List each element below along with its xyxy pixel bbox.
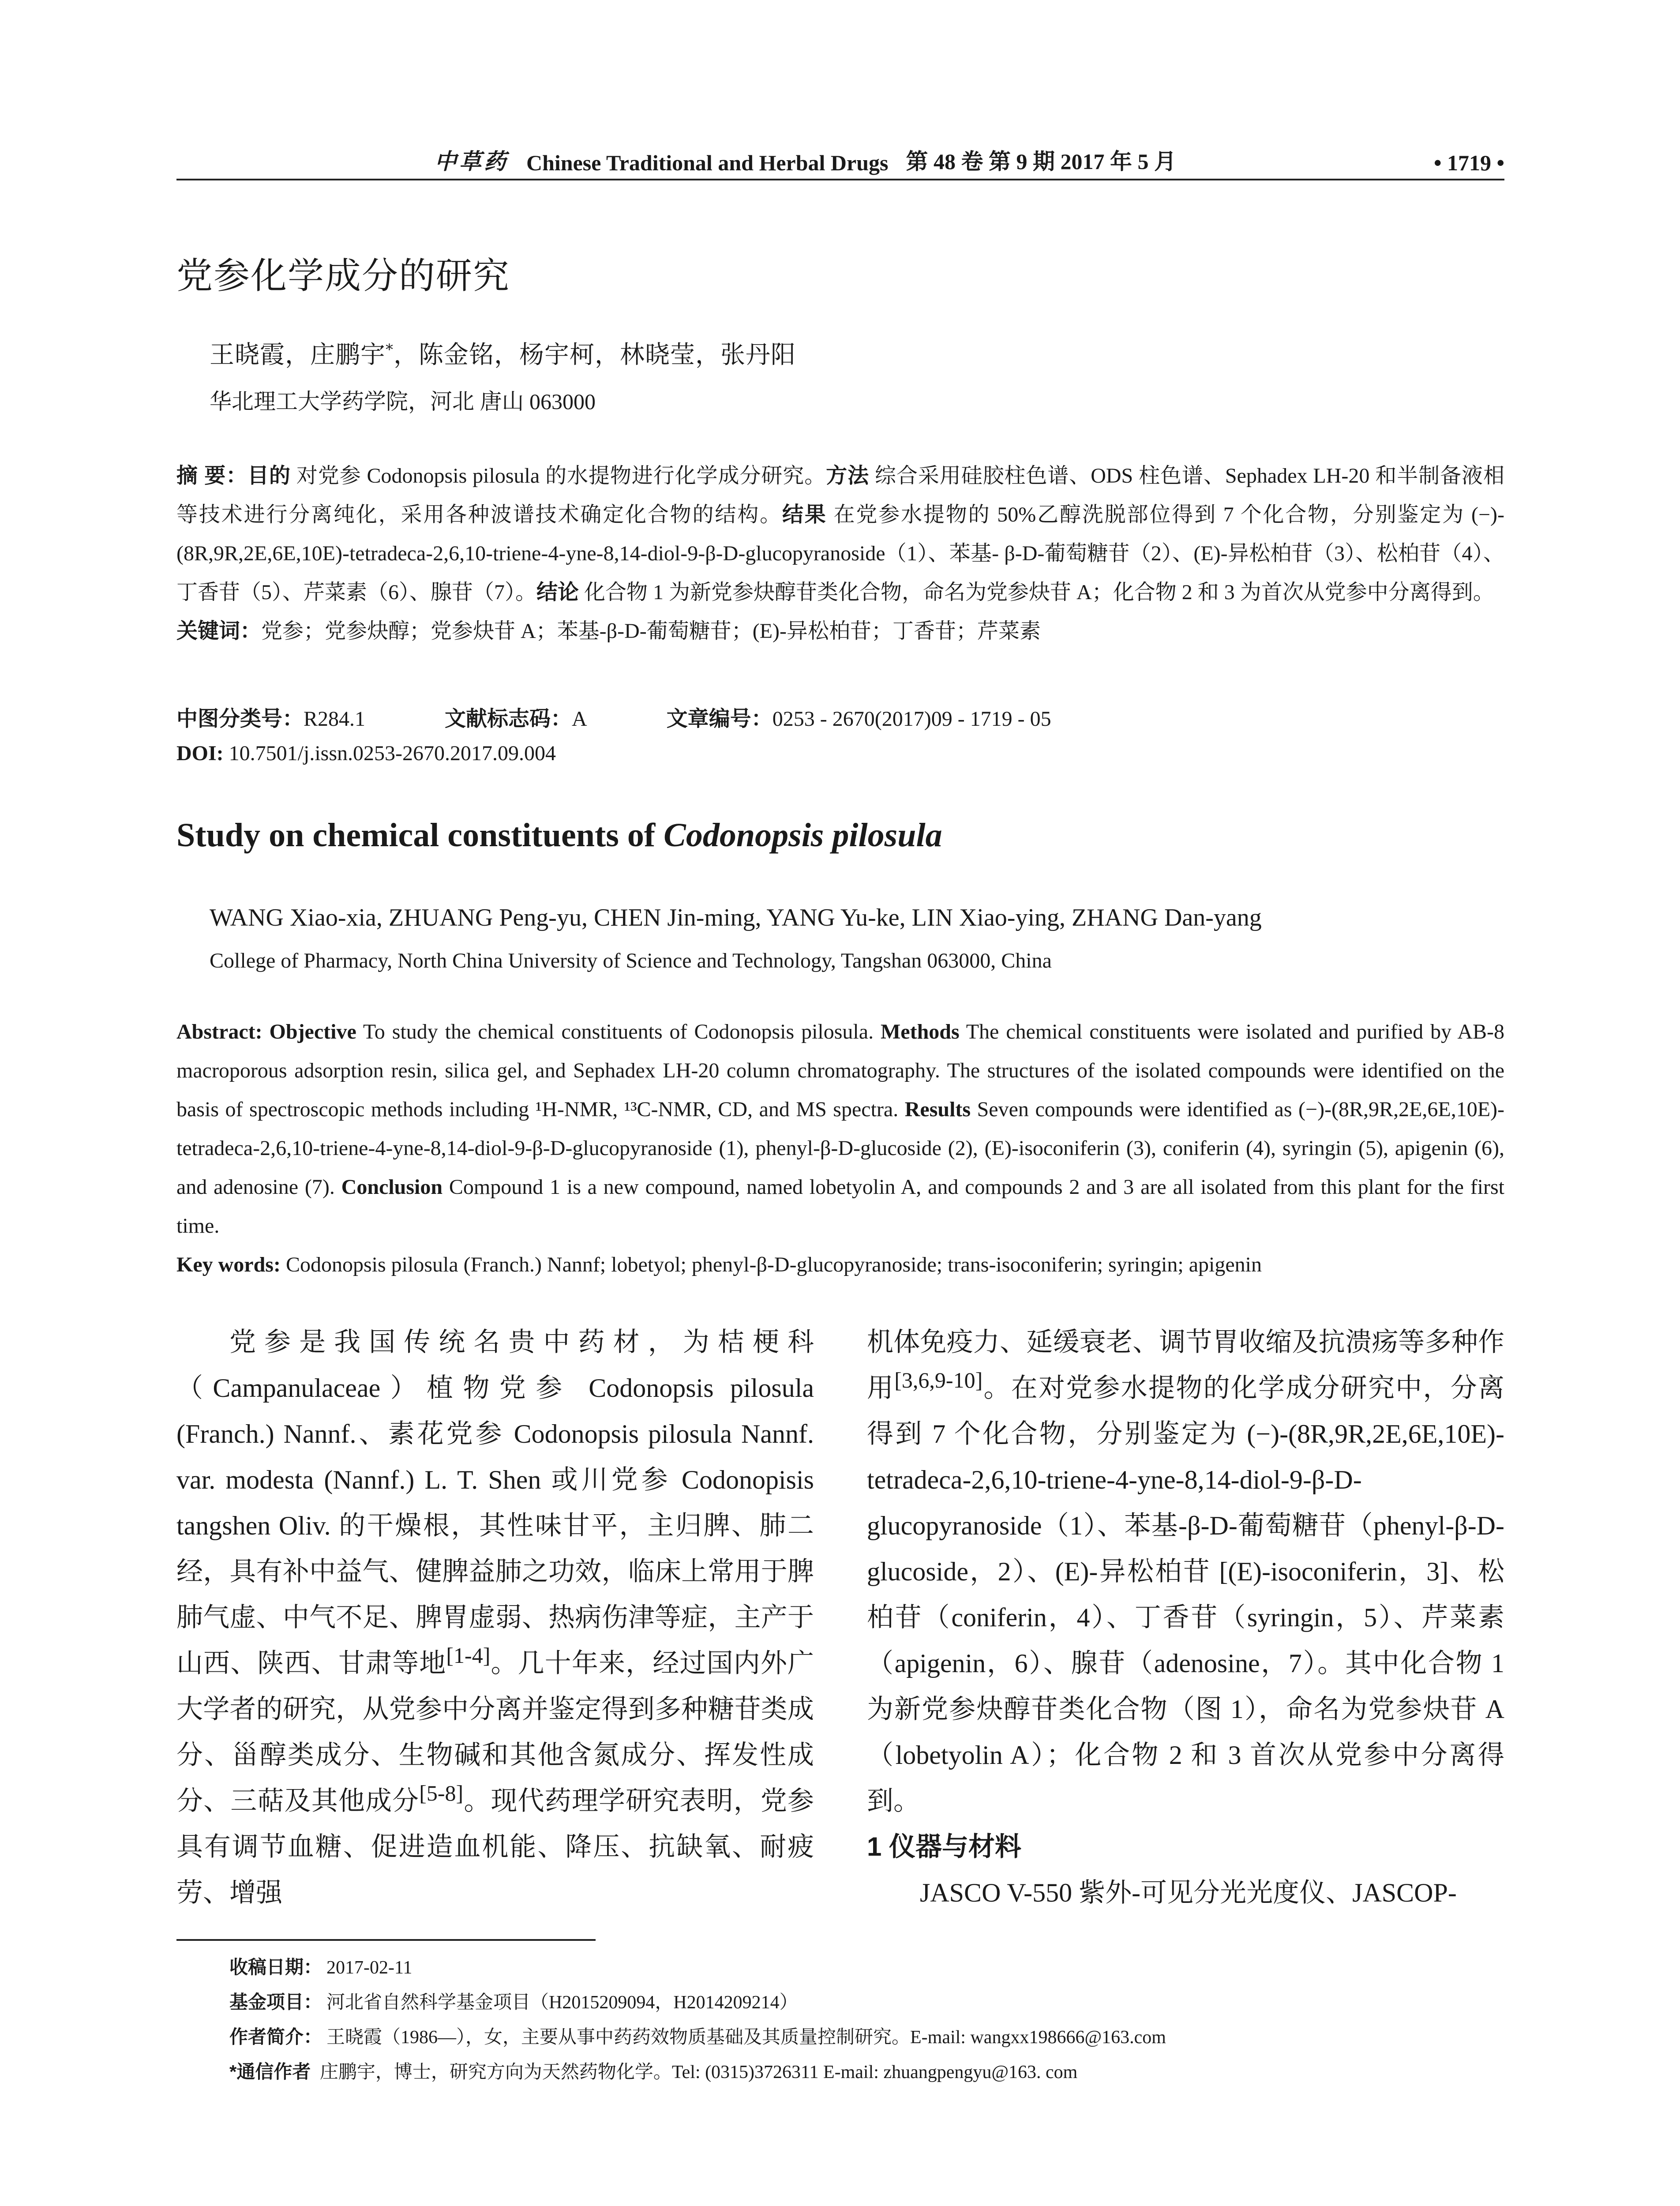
body-column-left	[176, 1319, 814, 1916]
footnotes	[229, 1950, 1504, 2090]
results-text-cn: 在党参水提物的 50%乙醇洗脱部位得到 7 个化合物，分别鉴定为 (−)-(8R,9R,2E,6E,10E)-tetradeca-2,6,10-triene-4-yne-8,14-diol-9-β-D-glucopyranoside（1）、苯基- β-D-葡萄糖苷（2）、(E)-异松柏苷（3）、松柏苷（4）、丁香苷（5）、芹菜素（6）、腺苷（7）。	[176, 503, 1504, 604]
footnote-author-bio	[229, 2020, 1504, 2055]
page-number: • 1719 •	[1433, 150, 1504, 175]
volume-issue: 第 48 卷 第 9 期 2017 年 5 月	[906, 149, 1176, 174]
body-paragraph	[176, 1319, 814, 1916]
abstract-cn	[176, 457, 1504, 651]
body-paragraph: JASCO V-550 紫外-可见分光光度仪、JASCOP-	[920, 1878, 1457, 1907]
footnote-funding	[229, 1985, 1504, 2020]
authors-cn	[210, 335, 796, 371]
keywords-cn-label: 关键词：	[176, 619, 262, 643]
body-text: 。几十年来，经过国内外广大学者的研究，从党参中分离并鉴定得到多种糖苷类成分、甾醇类成分、生物碱和其他含氮成分、挥发性成分、三萜及其他成分	[176, 1649, 814, 1816]
conclusion-label-en: Conclusion	[341, 1175, 443, 1199]
article-no-value: 0253 - 2670(2017)09 - 1719 - 05	[772, 707, 1051, 731]
footnote-label: 作者简介：	[229, 2026, 322, 2047]
affiliation-en: College of Pharmacy, North China University of Science and Technology, Tangshan 063000, China	[210, 949, 1052, 972]
body-paragraph	[867, 1319, 1504, 1824]
title-en-italic: Codonopsis pilosula	[664, 817, 942, 854]
classification-line	[176, 702, 1131, 732]
doi-label: DOI:	[176, 742, 224, 765]
authors-en: WANG Xiao-xia, ZHUANG Peng-yu, CHEN Jin-ming, YANG Yu-ke, LIN Xiao-ying, ZHANG Dan-yang	[210, 904, 1262, 931]
body-text: 。现代药理学研究表明，党参具有调节血糖、促进造血机能、降压、抗缺氧、耐疲劳、增强	[176, 1786, 814, 1907]
footnote-text: 2017-02-11	[326, 1958, 412, 1978]
methods-label-cn: 方法	[826, 464, 870, 488]
objective-label-en: Objective	[269, 1020, 356, 1043]
footnote-received	[229, 1950, 1504, 1985]
citation-ref[interactable]: [5-8]	[419, 1781, 464, 1805]
doc-code-value: A	[572, 707, 587, 731]
doi-value[interactable]: 10.7501/j.issn.0253-2670.2017.09.004	[223, 742, 556, 765]
footnote-text: 河北省自然科学基金项目（H2015209094，H2014209214）	[326, 1992, 798, 2013]
methods-text-en: The chemical constituents were isolated and purified by AB-8 macroporous adsorption resin, silica gel, and Sephadex LH-20 column chromatography. The structures of the isolated compounds were identified on the basis of spectroscopic methods including ¹H-NMR, ¹³C-NMR, CD, and MS spectra.	[176, 1020, 1505, 1121]
footnote-corresponding	[229, 2055, 1504, 2090]
objective-text-cn: 对党参 Codonopsis pilosula 的水提物进行化学成分研究。	[290, 464, 826, 488]
doi-line	[176, 741, 556, 765]
footnote-text: 庄鹏宇，博士，研究方向为天然药物化学。Tel: (0315)3726311 E-mail: zhuangpengyu@163. com	[315, 2062, 1078, 2082]
citation-ref[interactable]: [3,6,9-10]	[894, 1368, 983, 1392]
body-column-right	[867, 1319, 1504, 1916]
body-text: 党参是我国传统名贵中药材，为桔梗科（Campanulaceae）植物党参 Codonopsis pilosula (Franch.) Nannf.、素花党参 Codonopsis pilosula Nannf. var. modesta (Nannf.) L. T. Shen 或川党参 Codonopisis tangshen Oliv. 的干燥根，其性味甘平，主归脾、肺二经，具有补中益气、健脾益肺之功效，临床上常用于脾肺气虚、中气不足、脾胃虚弱、热病伤津等症，主产于山西、陕西、甘肃等地	[176, 1328, 814, 1678]
citation-ref[interactable]: [1-4]	[446, 1643, 491, 1668]
journal-name-en: Chinese Traditional and Herbal Drugs	[526, 150, 889, 175]
abstract-en-label: Abstract:	[176, 1020, 262, 1043]
doc-code-label: 文献标志码：	[445, 707, 572, 731]
authors-cn-rest: ，陈金铭，杨宇柯，林晓莹，张丹阳	[394, 341, 796, 369]
article-no-label: 文章编号：	[666, 707, 772, 731]
footnote-rule	[176, 1939, 596, 1941]
conclusion-text-en: Compound 1 is a new compound, named lobetyolin A, and compounds 2 and 3 are all isolated from this plant for the first time.	[176, 1175, 1505, 1238]
journal-name-cn: 中草药	[435, 149, 509, 174]
results-label-cn: 结果	[782, 503, 827, 526]
article-no-item	[667, 702, 1051, 732]
footnote-label: *通信作者	[229, 2061, 311, 2082]
affiliation-cn: 华北理工大学药学院，河北 唐山 063000	[210, 389, 596, 414]
section-heading: 1 仪器与材料	[867, 1832, 1022, 1861]
title-en	[176, 816, 942, 855]
footnote-text: 王晓霞（1986—），女，主要从事中药药效物质基础及其质量控制研究。E-mail: wangxx198666@163.com	[326, 2027, 1166, 2048]
keywords-cn-text: 党参；党参炔醇；党参炔苷 A；苯基-β-D-葡萄糖苷；(E)-异松柏苷；丁香苷；芹菜素	[261, 619, 1041, 643]
running-header	[176, 140, 1504, 176]
clc-label: 中图分类号：	[176, 707, 304, 731]
body-text: 机体免疫力、延缓衰老、调节胃收缩及抗溃疡等多种作用	[867, 1328, 1504, 1403]
doc-code-item	[445, 702, 587, 732]
objective-label-cn: 目的	[248, 464, 291, 488]
conclusion-text-cn: 化合物 1 为新党参炔醇苷类化合物，命名为党参炔苷 A；化合物 2 和 3 为首次从党参中分离得到。	[579, 581, 1494, 604]
title-en-plain: Study on chemical constituents of	[176, 817, 664, 854]
keywords-en-text: Codonopsis pilosula (Franch.) Nannf; lobetyol; phenyl-β-D-glucopyranoside; trans-isoconiferin; syringin; apigenin	[280, 1253, 1262, 1276]
abstract-cn-label: 摘 要：	[176, 464, 248, 488]
abstract-en	[176, 1013, 1504, 1284]
clc-value: R284.1	[304, 707, 366, 731]
results-label-en: Results	[904, 1098, 971, 1121]
results-text-en: Seven compounds were identified as (−)-(8R,9R,2E,6E,10E)-tetradeca-2,6,10-triene-4-yne-8,14-diol-9-β-D-glucopyranoside (1), phenyl-β-D-glucoside (2), (E)-isoconiferin (3), coniferin (4), syringin (5), apigenin (6), and adenosine (7).	[176, 1098, 1504, 1199]
clc-item	[176, 702, 365, 732]
methods-text-cn: 综合采用硅胶柱色谱、ODS 柱色谱、Sephadex LH-20 和半制备液相等技术进行分离纯化，采用各种波谱技术确定化合物的结构。	[176, 464, 1504, 526]
objective-text-en: To study the chemical constituents of Codonopsis pilosula.	[356, 1020, 881, 1043]
corresponding-mark: *	[386, 341, 394, 359]
body-text: 。在对党参水提物的化学成分研究中，分离得到 7 个化合物，分别鉴定为 (−)-(8R,9R,2E,6E,10E)-tetradeca-2,6,10-triene-4-yne-8,14-diol-9-β-D-glucopyranoside（1）、苯基-β-D-葡萄糖苷（phenyl-β-D-glucoside，2）、(E)-异松柏苷 [(E)-isoconiferin，3]、松柏苷（coniferin，4）、丁香苷（syringin，5）、芹菜素（apigenin，6）、腺苷（adenosine，7）。其中化合物 1 为新党参炔醇苷类化合物（图 1），命名为党参炔苷 A（lobetyolin A）；化合物 2 和 3 首次从党参中分离得到。	[867, 1373, 1505, 1816]
keywords-en-label: Key words:	[176, 1253, 281, 1276]
conclusion-label-cn: 结论	[536, 581, 579, 604]
authors-cn-first: 王晓霞，庄鹏宇	[210, 341, 386, 369]
methods-label-en: Methods	[881, 1020, 960, 1043]
title-cn: 党参化学成分的研究	[176, 255, 510, 297]
footnote-label: 基金项目：	[229, 1992, 322, 2012]
header-rule	[176, 179, 1504, 180]
footnote-label: 收稿日期：	[229, 1957, 322, 1977]
